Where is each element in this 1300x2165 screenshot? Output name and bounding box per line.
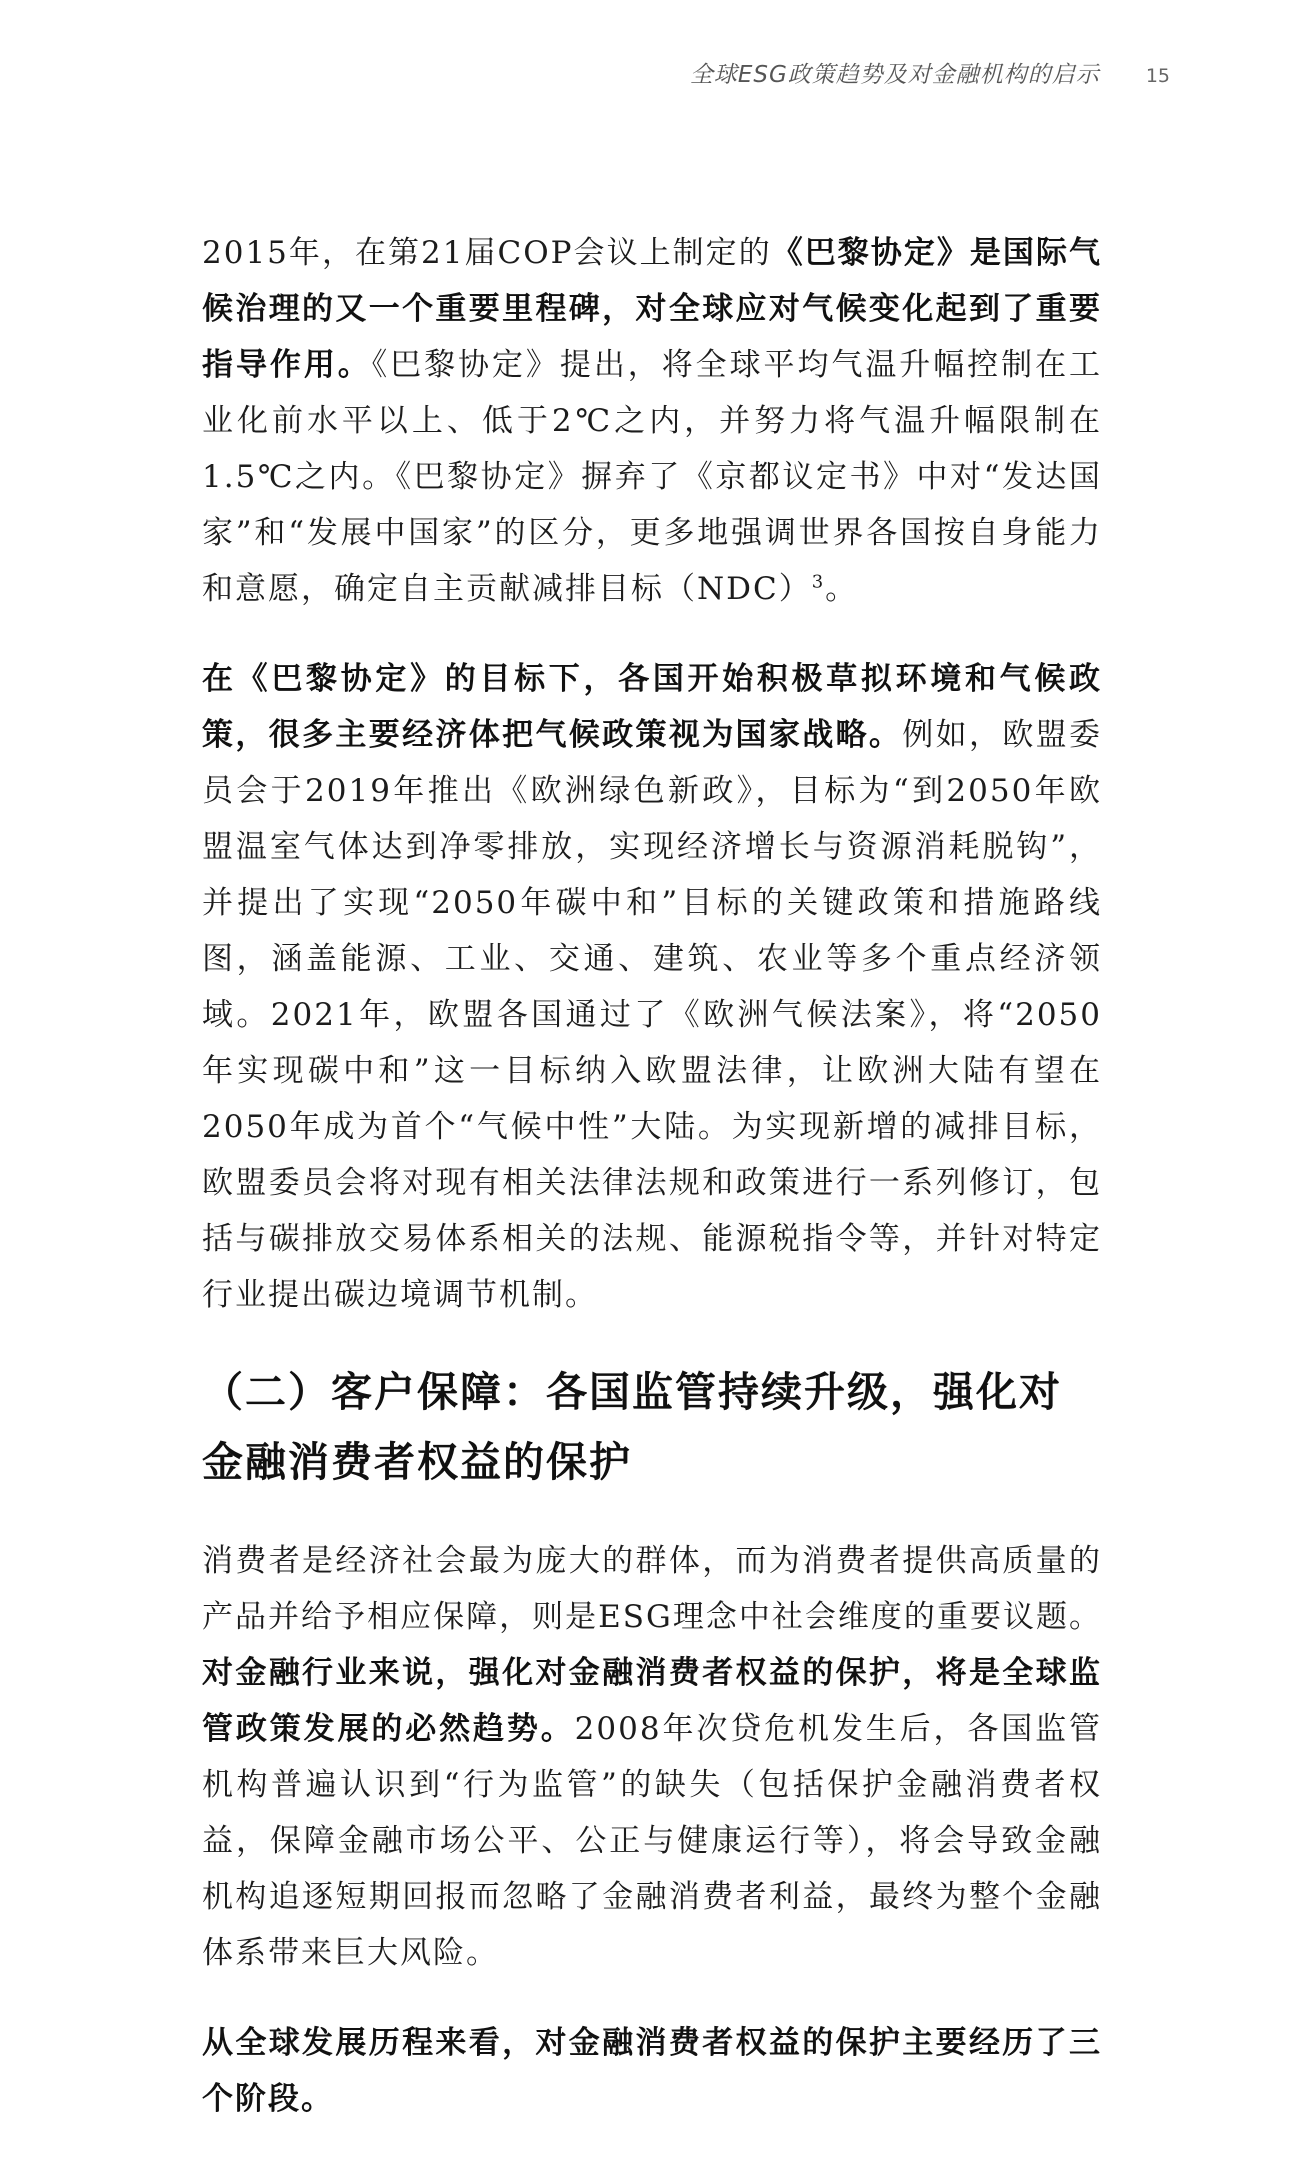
paris-emphasis-text: 《巴黎协定》是国际气候治理的又一个重要里程碑，对全球应对气候变化起到了重要指导作用。: [202, 235, 1102, 383]
consumer-emphasis-text: 对金融行业来说，强化对金融消费者权益的保护，将是全球监管政策发展的必然趋势。: [202, 1655, 1102, 1747]
paris-intro-text: 2015年，在第21届COP会议上制定的: [202, 235, 772, 271]
climate-policy-detail: 例如，欧盟委员会于2019年推出《欧洲绿色新政》，目标为“到2050年欧盟温室气体达到净零排放，实现经济增长与资源消耗脱钩”，并提出了实现“2050年碳中和”目标的关键政策和措施路线图，涵盖能源、工业、交通、建筑、农业等多个重点经济领域。2021年，欧盟各国通过了《欧洲气候法案》，将“2050年实现碳中和”这一目标纳入欧盟法律，让欧洲大陆有望在2050年成为首个“气候中性”大陆。为实现新增的减排目标，欧盟委员会将对现有相关法律法规和政策进行一系列修订，包括与碳排放交易体系相关的法规、能源税指令等，并针对特定行业提出碳边境调节机制。: [202, 717, 1103, 1313]
footnote-reference: 3: [811, 571, 826, 593]
paris-end-punctuation: 。: [825, 571, 859, 607]
section-heading: （二）客户保障：各国监管持续升级，强化对金融消费者权益的保护: [202, 1368, 1062, 1486]
paragraph-three-stages: [202, 2015, 1102, 2127]
paragraph-climate-policy: [202, 651, 1102, 1323]
paragraph-consumer-protection: [202, 1533, 1102, 1981]
climate-policy-emphasis: 在《巴黎协定》的目标下，各国开始积极草拟环境和气候政策，很多主要经济体把气候政策视为国家战略。: [202, 661, 1102, 753]
three-stages-emphasis: 从全球发展历程来看，对金融消费者权益的保护主要经历了三个阶段。: [202, 2025, 1102, 2117]
paris-detail-text: 《巴黎协定》提出，将全球平均气温升幅控制在工业化前水平以上、低于2℃之内，并努力将气温升幅限制在1.5℃之内。《巴黎协定》摒弃了《京都议定书》中对“发达国家”和“发展中国家”的区分，更多地强调世界各国按自身能力和意愿，确定自主贡献减排目标（NDC）: [202, 347, 1103, 607]
paragraph-paris-agreement: [202, 225, 1102, 617]
page-number: 15: [1145, 65, 1170, 87]
running-header: [690, 56, 1170, 89]
page-body: [202, 225, 1102, 2161]
running-title: 全球ESG政策趋势及对金融机构的启示: [689, 62, 1100, 88]
consumer-detail-text: 2008年次贷危机发生后，各国监管机构普遍认识到“行为监管”的缺失（包括保护金融消费者权益，保障金融市场公平、公正与健康运行等），将会导致金融机构追逐短期回报而忽略了金融消费者利益，最终为整个金融体系带来巨大风险。: [202, 1711, 1102, 1971]
consumer-intro-text: 消费者是经济社会最为庞大的群体，而为消费者提供高质量的产品并给予相应保障，则是ESG理念中社会维度的重要议题。: [202, 1543, 1102, 1635]
